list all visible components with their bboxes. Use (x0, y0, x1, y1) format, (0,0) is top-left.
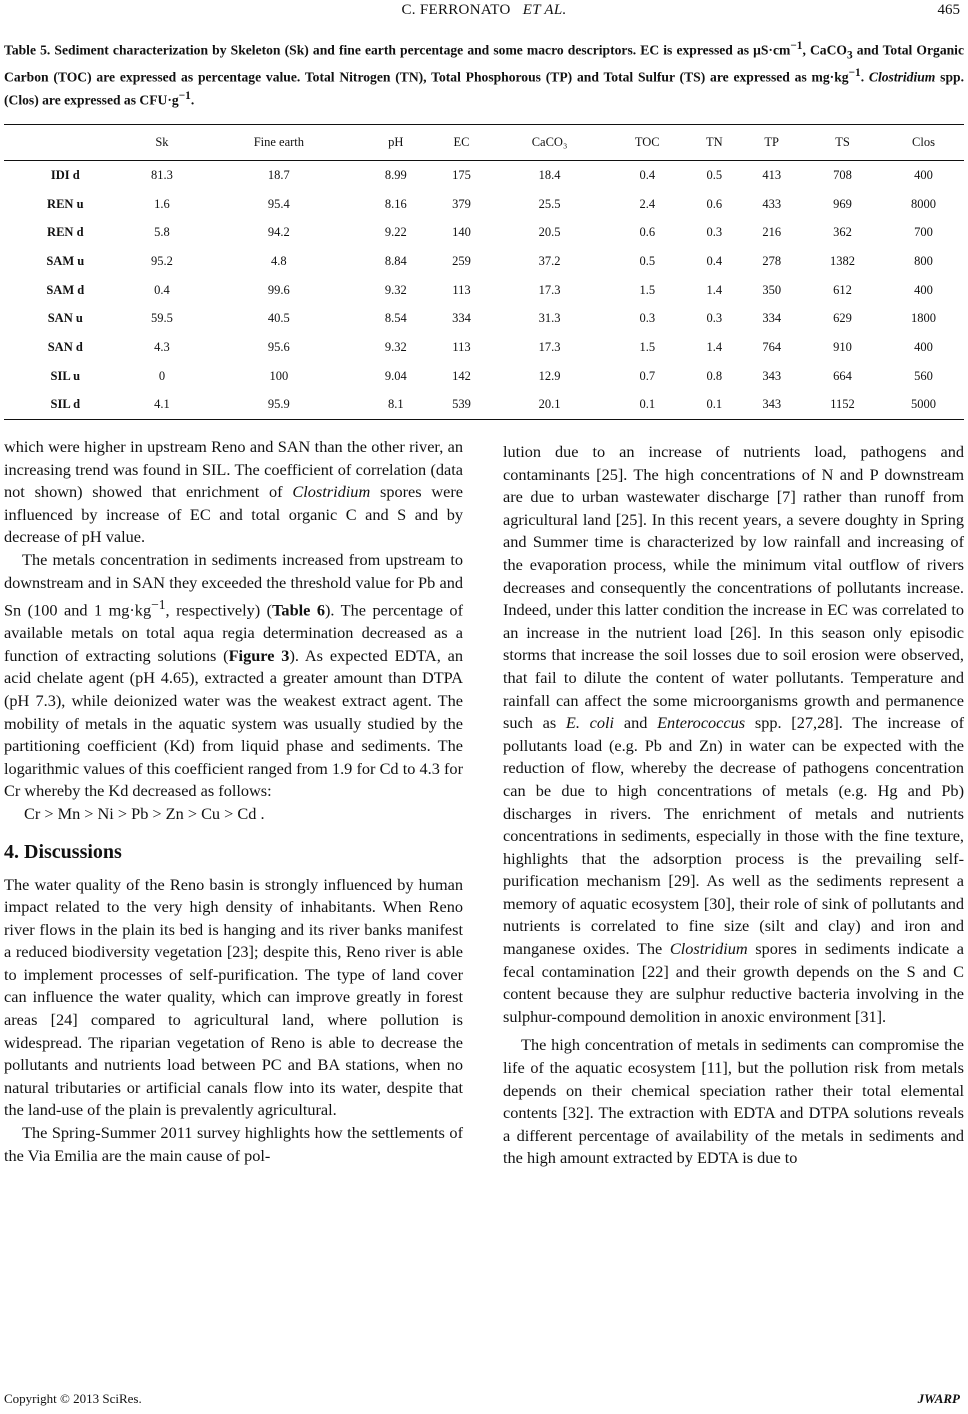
table-cell: 142 (452, 368, 471, 383)
table-cell: 1.6 (154, 196, 170, 211)
table-cell: 0.3 (639, 311, 656, 326)
row-label: REN d (47, 225, 84, 240)
table-row (4, 304, 964, 333)
table-cell: 0.4 (154, 282, 170, 297)
section-heading: 4. Discussions (4, 840, 122, 863)
table-reference[interactable]: Table 6 (272, 600, 325, 620)
table-cell: 0.3 (706, 225, 723, 240)
table-cell: 800 (914, 253, 933, 268)
row-label: SAN d (47, 339, 83, 354)
running-header (0, 2, 968, 24)
table-cell: 12.9 (538, 368, 561, 383)
paragraph: which were higher in upstream Reno and SAN than the other river, an increasing trend was found in SIL. The coefficient of correlation (data not shown) showed that enrichment of Clostridium spores were influenced by increase of EC and total organic C and S and by decrease of pH value. (4, 437, 463, 547)
column-header: TOC (607, 125, 687, 161)
table-cell: 140 (452, 225, 471, 240)
paragraph: The high concentration of metals in sediments can compromise the life of the aquatic ecosystem [11], but the pollution risk from metals depends on their chemical speciation rather their total elemental contents [32]. The extraction with EDTA and DTPA solutions reveals a different percentage of availability of the metals in sediments and the high amount extracted by EDTA is due to (503, 1035, 964, 1168)
table-cell: 350 (762, 282, 782, 297)
table-cell: 8.1 (360, 391, 431, 420)
table-row (4, 161, 964, 190)
table-cell: 343 (741, 391, 802, 420)
table-cell: 0.4 (639, 167, 656, 182)
table-cell: 113 (452, 339, 471, 354)
table-cell: 17.3 (538, 282, 561, 297)
table-cell: 334 (762, 311, 782, 326)
column-header: TP (741, 125, 802, 161)
left-column (4, 436, 463, 1167)
table-cell: 1382 (830, 253, 856, 268)
column-header: Clos (883, 125, 964, 161)
row-label: SAM u (46, 253, 85, 268)
journal-name: JWARP (917, 1391, 960, 1406)
table-cell: 95.9 (197, 391, 360, 420)
table-cell: 20.1 (492, 391, 607, 420)
table-row (4, 276, 964, 305)
table-cell: 0 (158, 368, 166, 383)
table-cell: 560 (914, 368, 933, 383)
table-cell: 31.3 (538, 311, 561, 326)
table-cell: 95.4 (267, 196, 290, 211)
table-cell: 40.5 (267, 311, 290, 326)
table-cell: 95.6 (267, 339, 290, 354)
table-cell: 8.84 (384, 253, 407, 268)
table-cell: 910 (833, 339, 852, 354)
row-label: REN u (47, 196, 84, 211)
copyright: Copyright © 2013 SciRes. (4, 1391, 142, 1406)
table-cell: 8.16 (384, 196, 407, 211)
running-title: C. FERRONATO ET AL. (401, 2, 567, 18)
table-cell: 4.1 (127, 391, 198, 420)
table-cell: 8000 (910, 196, 936, 211)
table-cell: 94.2 (267, 225, 290, 240)
table-cell: 400 (914, 339, 933, 354)
table-cell: 708 (833, 167, 852, 182)
table-cell: 9.32 (384, 339, 407, 354)
table-cell: 664 (833, 368, 852, 383)
table-cell: 5000 (883, 391, 964, 420)
table-cell: 969 (833, 196, 852, 211)
paragraph: lution due to an increase of nutrients load, pathogens and contaminants [25]. The high concentrations of N and P downstream are due to urban wastewater discharge [7] rather than runoff from agricultural land [25]. In this recent years, a severe doughty in Spring and Summer time is characterized by low rainfall and increasing of the evaporation process, while the minimum vital outflow of rivers decreases and consequently the concentrations of pollutants increase. Indeed, under this latter condition the increase in EC was correlated to an increase in the nutrient load [26]. In this season only episodic storms that increase the soil losses due to soil erosion were observed, that fail to dilute the content of water pollutants. Temperature and rainfall can affect the some microorganisms growth and permanence such as E. coli and Enterococcus spp. [27,28]. The increase of pollutants load (e.g. Pb and Zn) in water can be expected with the reduction of flow, whereby the decrease of pathogens concentration can be due to high concentrations of metals (e.g. Hg and Pb) discharges in rivers. The enrichment of metals and nutrients concentrations in sediments, especially in those with the fine texture, highlights that the adsorption process is the prevailing self-purification mechanism [29]. As well as the sediments represent a memory of aquatic ecosystem [30], their role of sink of pollutants and nutrients is correlated to fine size (silt and clay) and iron and manganese oxides. The Clostridium spores in sediments indicate a fecal contamination [22] and their growth depends on the S and C content because they are sulphur reductive bacteria involving in the sulphur-compound demolition in anoxic environment [31]. (503, 442, 965, 1026)
table-cell: 18.4 (538, 167, 561, 182)
table-row (4, 247, 964, 276)
column-header: CaCO₃ (492, 125, 607, 161)
column-header: Sk (127, 125, 198, 161)
table-cell: 8.54 (384, 311, 407, 326)
row-label: SAN u (47, 311, 83, 326)
table-cell: 81.3 (151, 167, 173, 182)
table-cell: 37.2 (538, 253, 561, 268)
table-cell: 0.1 (687, 391, 741, 420)
table-row (4, 218, 964, 247)
table-cell: 9.04 (384, 368, 407, 383)
row-label: SIL d (4, 391, 127, 420)
table-cell: 0.4 (706, 253, 723, 268)
table-cell: 400 (914, 282, 933, 297)
table-row (4, 391, 964, 420)
table-cell: 379 (452, 196, 471, 211)
table-cell: 0.1 (607, 391, 687, 420)
table-cell: 1.4 (706, 282, 723, 297)
table-cell: 0.5 (706, 167, 723, 182)
table-cell: 362 (833, 225, 852, 240)
table-cell: 113 (452, 282, 471, 297)
table-cell: 1.5 (639, 339, 656, 354)
table-cell: 0.6 (639, 225, 656, 240)
table-row (4, 333, 964, 362)
table-cell: 216 (762, 225, 782, 240)
kd-order-formula: Cr > Mn > Ni > Pb > Zn > Cu > Cd . (24, 803, 265, 823)
table-cell: 433 (762, 196, 782, 211)
table-cell: 0.5 (639, 253, 656, 268)
table-cell: 0.3 (706, 311, 723, 326)
table-cell: 8.99 (384, 167, 407, 182)
table-cell: 4.3 (154, 339, 170, 354)
column-header: TN (687, 125, 741, 161)
table-cell: 400 (914, 167, 933, 182)
table-cell: 0.7 (639, 368, 656, 383)
table-cell: 1.5 (639, 282, 656, 297)
table-cell: 278 (762, 253, 782, 268)
table-cell: 1800 (910, 311, 936, 326)
paragraph: The Spring-Summer 2011 survey highlights how the settlements of the Via Emilia are the main cause of pol- (4, 1123, 463, 1165)
table-cell: 0.8 (706, 368, 723, 383)
table-cell: 539 (431, 391, 492, 420)
figure-reference[interactable]: Figure 3 (228, 645, 290, 665)
table-row (4, 190, 964, 219)
table-cell: 175 (452, 167, 471, 182)
table-cell: 95.2 (151, 253, 173, 268)
table-cell: 629 (833, 311, 852, 326)
table-cell: 334 (452, 311, 471, 326)
column-header: pH (360, 125, 431, 161)
row-label: SIL u (50, 368, 81, 383)
table-cell: 18.7 (267, 167, 290, 182)
table-caption: Table 5. Sediment characterization by Skeleton (Sk) and fine earth percentage and some macro descriptors. EC is expressed as $\mu S\cdot cm^{-1}$, CaCO$_3$ and Total Organic Carbon (TOC) are expressed as percentage value. Total Nitrogen (TN), Total Phosphorous (TP) and Total Sulfur (TS) are expressed as $mg\cdot kg^{-1}$. Clostridium spp. (Clos) are expressed as $CFU\cdot g^{-1}$. (4, 40, 964, 108)
table-cell: 700 (914, 225, 933, 240)
paragraph: The water quality of the Reno basin is strongly influenced by human impact related to the very high density of inhabitants. When Reno river flows in the plain its bed is hanging and its river banks manifest a reduced biodiversity vegetation [23]; despite this, Reno river is able to implement processes of self-purification. The type of land cover can influence the water quality, which can improve greatly in forest areas [24] compared to agricultural land, where pollution is widespread. The riparian vegetation of Reno is able to decrease the pollutants and nutrients load between PC and BA stations, when no natural tributaries or artificial canals flow into its water, despite that the land-use of the plain is prevalently agricultural. (4, 874, 463, 1120)
table-cell: 1152 (802, 391, 883, 420)
column-header: Fine earth (197, 125, 360, 161)
column-header: TS (802, 125, 883, 161)
table-header-row (4, 125, 964, 161)
table-cell: 0.6 (706, 196, 723, 211)
table-cell: 343 (762, 368, 782, 383)
table-cell: 259 (452, 253, 471, 268)
table-cell: 9.32 (384, 282, 407, 297)
column-header (4, 125, 127, 161)
table-cell: 413 (762, 167, 782, 182)
table-row (4, 362, 964, 391)
row-label: IDI d (50, 167, 80, 182)
table-cell: 4.8 (271, 253, 287, 268)
table-cell: 59.5 (151, 311, 173, 326)
table-cell: 2.4 (639, 196, 656, 211)
table-cell: 99.6 (267, 282, 290, 297)
table-cell: 17.3 (538, 339, 561, 354)
table-cell: 100 (269, 368, 289, 383)
table-cell: 1.4 (706, 339, 723, 354)
table-cell: 764 (762, 339, 782, 354)
paragraph: The metals concentration in sediments increased from upstream to downstream and in SAN they exceeded the threshold value for Pb and Sn (100 and 1 $mg\cdot kg^{-1}$, respectively) (Table 6). The percentage of available metals on total aqua regia determination decreased as a function of extracting solutions (Figure 3). As expected EDTA, an acid chelate agent (pH 4.65), extracted a greater amount than DTPA (pH 7.3), while deionized water was the weakest extract agent. The mobility of metals in the aquatic system was usually studied by the partitioning coefficient (Kd) from liquid phase and sediments. The logarithmic values of this coefficient ranged from 1.9 for Cd to 4.3 for Cr whereby the Kd decreased as follows: Cr > Mn > Ni > Pb > Zn > Cu > Cd . (4, 549, 463, 826)
table-cell: 20.5 (538, 225, 561, 240)
column-header: EC (431, 125, 492, 161)
sediment-table (4, 124, 964, 420)
page-number: 465 (937, 2, 960, 18)
table-cell: 5.8 (154, 225, 170, 240)
row-label: SAM d (46, 282, 85, 297)
table-cell: 9.22 (384, 225, 407, 240)
table-cell: 25.5 (538, 196, 561, 211)
right-column (503, 441, 964, 1170)
table-cell: 612 (833, 282, 852, 297)
